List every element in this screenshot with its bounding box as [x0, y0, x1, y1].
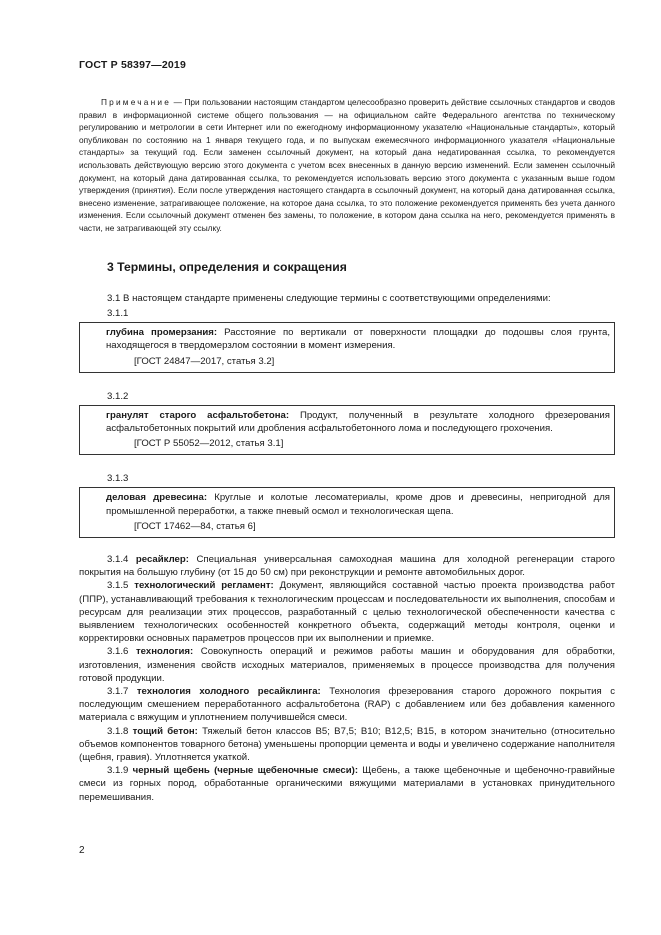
term-paragraph: 3.1.4 ресайклер: Специальная универсальная самоходная машина для холодной регенерации старого покрытия на большую глубину (от 15 до 50 см) при реконструкции и ремонте автомобильных дорог. — [79, 554, 615, 579]
document-code-header: ГОСТ Р 58397—2019 — [79, 59, 187, 71]
term-source: [ГОСТ 24847—2017, статья 3.2] — [134, 355, 275, 367]
term-source: [ГОСТ 17462—84, статья 6] — [134, 520, 256, 532]
term-name: тощий бетон: — [132, 725, 198, 737]
term-paragraph: 3.1.6 технология: Совокупность операций и режимов работы машин и оборудования для обработки, изготовления, изменения свойств исходных материалов, применяемых в процессе производства для получения готовой продукции. — [79, 646, 615, 684]
page-number: 2 — [79, 845, 85, 856]
term-name: глубина промерзания: — [106, 327, 218, 339]
term-name: технология: — [135, 646, 194, 658]
term-definition: глубина промерзания: Расстояние по вертикали от поверхности площадки до подошвы слоя грунта, находящегося в твердомерзлом состоянии в момент измерения. — [106, 327, 610, 352]
term-name: черный щебень (черные щебеночные смеси): — [132, 765, 359, 777]
term-paragraph: 3.1.7 технология холодного ресайклинга: Технология фрезерования старого дорожного покрытия с последующим смешением переработанного асфальтобетона (RAP) с добавлением или без добавления каменного материала с вяжущим и уплотнением получившейся смеси. — [79, 686, 615, 724]
term-name: ресайклер: — [135, 554, 189, 566]
note-text: — При пользовании настоящим стандартом целесообразно проверить действие ссылочных стандартов и сводов правил в информационной системе общего пользования — на официальном сайте Федерального агентства по техническому регулированию и метрологии в сети Интернет или по ежегодному информационному указателю «Национальные стандарты», который опубликован по состоянию на 1 января текущего года, и по выпускам ежемесячного информационного указателя «Национальные стандарты» за текущий год. Если заменен ссылочный документ, на который дана недатированная ссылка, то рекомендуется использовать действующую версию этого документа с учетом всех внесенных в данную версию изменений. Если заменен ссылочный документ, на который дана датированная ссылка, то рекомендуется использовать версию этого документа с указанным выше годом утверждения (принятия). Если после утверждения настоящего стандарта в ссылочный документ, на который дана датированная ссылка, внесено изменение, затрагивающее положение, на которое дана ссылка, то это положение рекомендуется применять без учета данного изменения. Если ссылочный документ отменен без замены, то положение, в котором дана ссылка на него, рекомендуется применять в части, не затрагивающей эту ссылку. — [79, 97, 615, 233]
term-name: технологический регламент: — [134, 580, 274, 592]
term-definition: гранулят старого асфальтобетона: Продукт, полученный в результате холодного фрезерования асфальтобетонных покрытий или дробления асфальтобетонного лома и последующего грохочения. — [106, 409, 610, 435]
term-number: 3.1.2 — [107, 390, 129, 402]
term-name: технология холодного ресайклинга: — [136, 686, 321, 698]
term-definition: деловая древесина: Круглые и колотые лесоматериалы, кроме дров и древесины, непригодной для промышленной переработки, а также пневый осмол и технологическая щепа. — [106, 492, 610, 517]
term-box — [79, 405, 615, 456]
term-name: деловая древесина: — [106, 492, 208, 504]
term-number: 3.1.1 — [107, 308, 129, 320]
terms-body — [79, 292, 615, 804]
term-box — [79, 322, 615, 373]
term-paragraph: 3.1.9 черный щебень (черные щебеночные смеси): Щебень, а также щебеночные и щебеночно-гравийные смеси из горных пород, обработанные органическими вяжущими материалами в установках принудительного перемешивания. — [79, 765, 615, 803]
term-box — [79, 487, 615, 538]
reference-note — [79, 96, 615, 235]
term-source: [ГОСТ Р 55052—2012, статья 3.1] — [134, 438, 284, 450]
term-paragraph: 3.1.8 тощий бетон: Тяжелый бетон классов В5; В7,5; В10; В12,5; В15, в котором значительно (относительно объемов компонентов товарного бетона) уменьшены пропорции цемента и воды и увеличено содержание наполнителя (щебня, гравия). Уплотняется укаткой. — [79, 725, 615, 764]
term-name: гранулят старого асфальтобетона: — [106, 409, 290, 421]
term-paragraph: 3.1.5 технологический регламент: Документ, являющийся составной частью проекта производства работ (ППР), устанавливающий требования к технологическим процессам и последовательности их выполнения, способам и ресурсам для реализации этих процессов, разработанный с целью технологической обеспеченности качества с выявлением технологических особенностей конкретного объекта, содержащий методы контроля, оценки и корректировки основных параметров процессов при их выполнении и приемке. — [79, 580, 615, 645]
section-intro: 3.1 В настоящем стандарте применены следующие термины с соответствующими определениями: — [107, 293, 551, 304]
term-number: 3.1.3 — [107, 473, 129, 485]
note-label: Примечание — [101, 97, 172, 107]
section-title: 3 Термины, определения и сокращения — [107, 260, 347, 274]
